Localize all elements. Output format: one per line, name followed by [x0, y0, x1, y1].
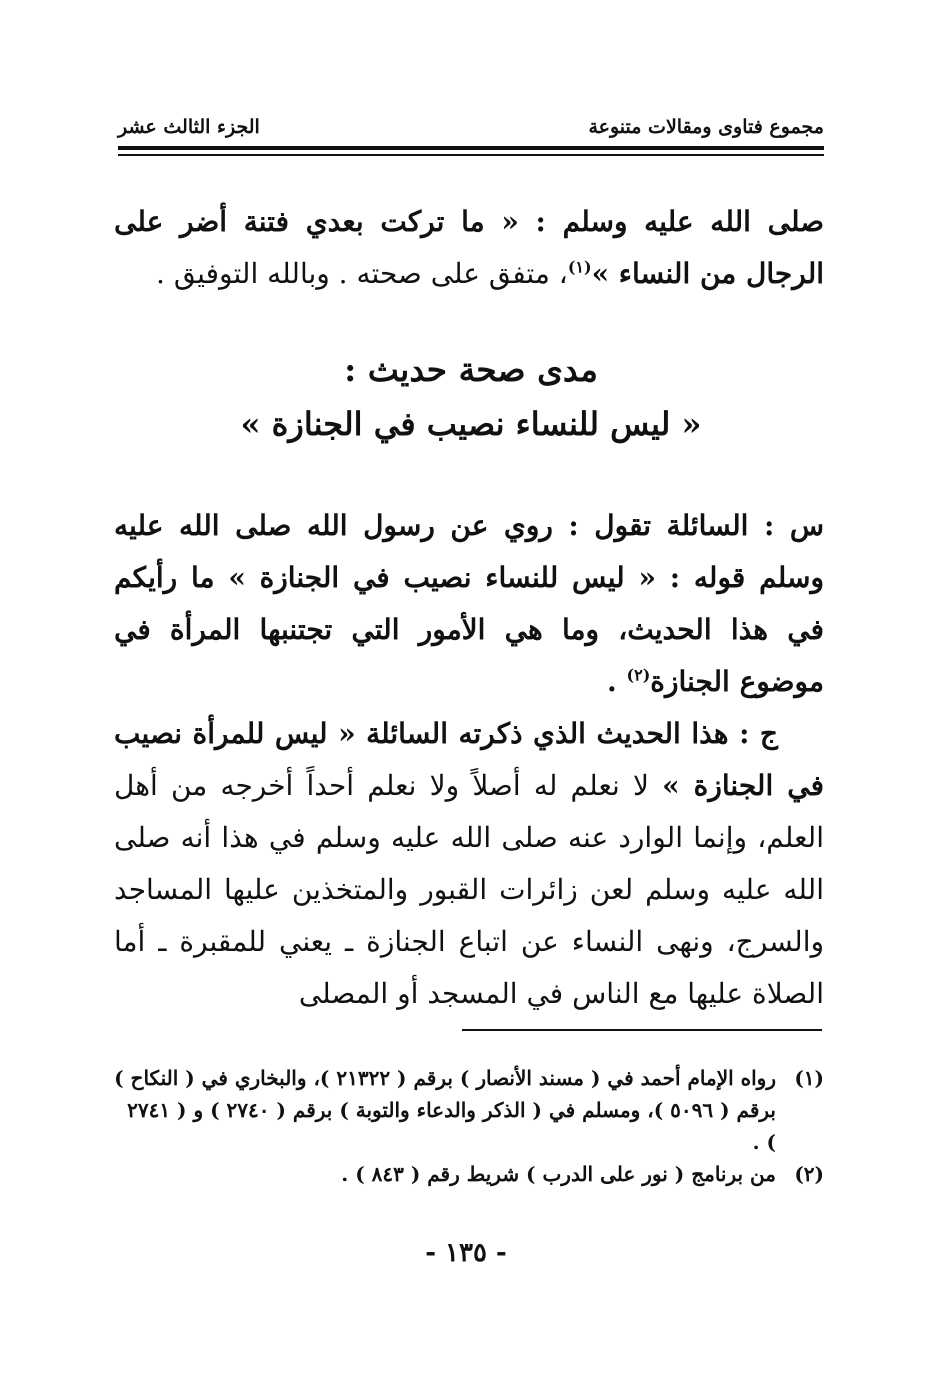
answer-text-bold: ج : هذا الحديث الذي ذكرته السائلة « ليس للمرأة نصيب في الجنازة » — [114, 717, 824, 802]
footnote-ref-1: (١) — [567, 257, 592, 277]
footnotes — [114, 1062, 824, 1190]
footnote-item — [114, 1062, 824, 1158]
section-heading: مدى صحة حديث : — [344, 350, 598, 389]
question-text: س : السائلة تقول : روي عن رسول الله صلى الله عليه وسلم قوله : « ليس للنساء نصيب في الجنازة » ما رأيكم في هذا الحديث، وما هي الأمور التي تجتنبها المرأة في موضوع الجنازة — [114, 509, 825, 698]
footnote-number: (١) — [794, 1066, 824, 1090]
section-subheading: « ليس للنساء نصيب في الجنازة » — [240, 405, 702, 443]
question-paragraph — [114, 500, 870, 708]
question-text-end: . — [607, 665, 627, 698]
volume-label: الجزء الثالث عشر — [118, 116, 260, 138]
running-head — [118, 116, 824, 144]
intro-text: صلى الله عليه وسلم : « ما تركت بعدي فتنة أضر على الرجال من النساء » — [114, 205, 824, 290]
answer-text: لا نعلم له أصلاً ولا نعلم أحداً أخرجه من أهل العلم، وإنما الوارد عنه صلى الله عليه وسلم في هذا أنه صلى الله عليه وسلم لعن زائرات القبور والمتخذين عليها المساجد والسرج، ونهى النساء عن اتباع الجنازة ـ يعني للمقبرة ـ أما الصلاة عليها مع الناس في المسجد أو المصلى — [114, 769, 824, 1010]
footnote-ref-2: (٢) — [626, 665, 651, 685]
intro-paragraph — [114, 196, 824, 300]
book-title: مجموع فتاوى ومقالات متنوعة — [588, 116, 824, 138]
header-rule-thick — [118, 146, 824, 150]
footnote-text: من برنامج ( نور على الدرب ) شريط رقم ( ٨٤٣ ) . — [341, 1162, 776, 1186]
footnote-separator — [462, 1029, 822, 1031]
footnote-text: رواه الإمام أحمد في ( مسند الأنصار ) برقم ( ٢١٣٢٢ )، والبخاري في ( النكاح ) برقم ( ٥٠٩٦ )، ومسلم في ( الذكر والدعاء والتوبة ) برقم ( ٢٧٤٠ ) و ( ٢٧٤١ ) . — [114, 1066, 776, 1154]
answer-paragraph — [114, 708, 824, 1020]
page-number: - ١٣٥ - — [425, 1238, 507, 1268]
footnote-number: (٢) — [794, 1162, 824, 1186]
header-rule-thin — [118, 154, 824, 156]
footnote-item — [114, 1158, 824, 1190]
intro-text-end: ، متفق على صحته . وبالله التوفيق . — [156, 257, 568, 290]
